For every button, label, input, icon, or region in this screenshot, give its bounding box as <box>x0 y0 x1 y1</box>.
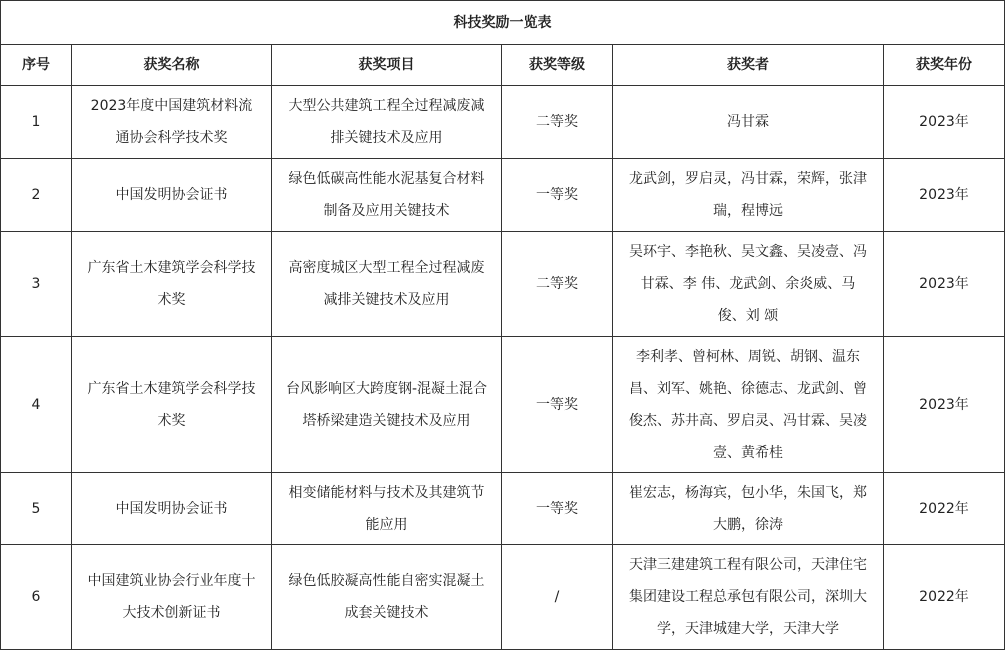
cell-project: 绿色低胶凝高性能自密实混凝土成套关键技术 <box>272 545 502 650</box>
header-award-name: 获奖名称 <box>72 45 272 86</box>
cell-project: 绿色低碳高性能水泥基复合材料制备及应用关键技术 <box>272 159 502 232</box>
cell-no: 6 <box>1 545 72 650</box>
table-row <box>1 473 1005 545</box>
cell-year: 2023年 <box>884 337 1005 473</box>
cell-winners: 龙武剑，罗启灵，冯甘霖，荣辉，张津瑞，程博远 <box>613 159 884 232</box>
header-no: 序号 <box>1 45 72 86</box>
cell-no: 5 <box>1 473 72 545</box>
cell-winners: 崔宏志，杨海宾，包小华，朱国飞，郑大鹏，徐涛 <box>613 473 884 545</box>
cell-year: 2023年 <box>884 159 1005 232</box>
cell-winners: 冯甘霖 <box>613 86 884 159</box>
cell-award-name: 广东省土木建筑学会科学技术奖 <box>72 337 272 473</box>
cell-no: 2 <box>1 159 72 232</box>
table-title: 科技奖励一览表 <box>1 1 1005 45</box>
cell-award-name: 中国发明协会证书 <box>72 159 272 232</box>
cell-no: 3 <box>1 232 72 337</box>
cell-level: 一等奖 <box>502 473 613 545</box>
cell-level: 一等奖 <box>502 337 613 473</box>
cell-level: 二等奖 <box>502 232 613 337</box>
header-winners: 获奖者 <box>613 45 884 86</box>
cell-year: 2023年 <box>884 232 1005 337</box>
header-level: 获奖等级 <box>502 45 613 86</box>
cell-project: 台风影响区大跨度钢-混凝土混合塔桥梁建造关键技术及应用 <box>272 337 502 473</box>
cell-award-name: 中国建筑业协会行业年度十大技术创新证书 <box>72 545 272 650</box>
header-row <box>1 45 1005 86</box>
cell-winners: 天津三建建筑工程有限公司，天津住宅集团建设工程总承包有限公司，深圳大学，天津城建大学，天津大学 <box>613 545 884 650</box>
cell-award-name: 中国发明协会证书 <box>72 473 272 545</box>
cell-project: 相变储能材料与技术及其建筑节能应用 <box>272 473 502 545</box>
cell-year: 2022年 <box>884 473 1005 545</box>
cell-year: 2022年 <box>884 545 1005 650</box>
table-row <box>1 545 1005 650</box>
header-year: 获奖年份 <box>884 45 1005 86</box>
table-row <box>1 232 1005 337</box>
cell-project: 高密度城区大型工程全过程减废减排关键技术及应用 <box>272 232 502 337</box>
header-project: 获奖项目 <box>272 45 502 86</box>
cell-winners: 李利孝、曾柯林、周锐、胡钢、温东昌、刘军、姚艳、徐德志、龙武剑、曾俊杰、苏井高、罗启灵、冯甘霖、吴凌壹、黄希桂 <box>613 337 884 473</box>
cell-level: 一等奖 <box>502 159 613 232</box>
cell-winners: 吴环宇、李艳秋、吴文鑫、吴凌壹、冯甘霖、李 伟、龙武剑、余炎威、马 俊、刘 颂 <box>613 232 884 337</box>
cell-year: 2023年 <box>884 86 1005 159</box>
cell-level: / <box>502 545 613 650</box>
table-row <box>1 86 1005 159</box>
cell-no: 4 <box>1 337 72 473</box>
cell-level: 二等奖 <box>502 86 613 159</box>
cell-award-name: 2023年度中国建筑材料流通协会科学技术奖 <box>72 86 272 159</box>
cell-no: 1 <box>1 86 72 159</box>
title-row <box>1 1 1005 45</box>
cell-project: 大型公共建筑工程全过程减废减排关键技术及应用 <box>272 86 502 159</box>
cell-award-name: 广东省土木建筑学会科学技术奖 <box>72 232 272 337</box>
table-row <box>1 337 1005 473</box>
table-row <box>1 159 1005 232</box>
